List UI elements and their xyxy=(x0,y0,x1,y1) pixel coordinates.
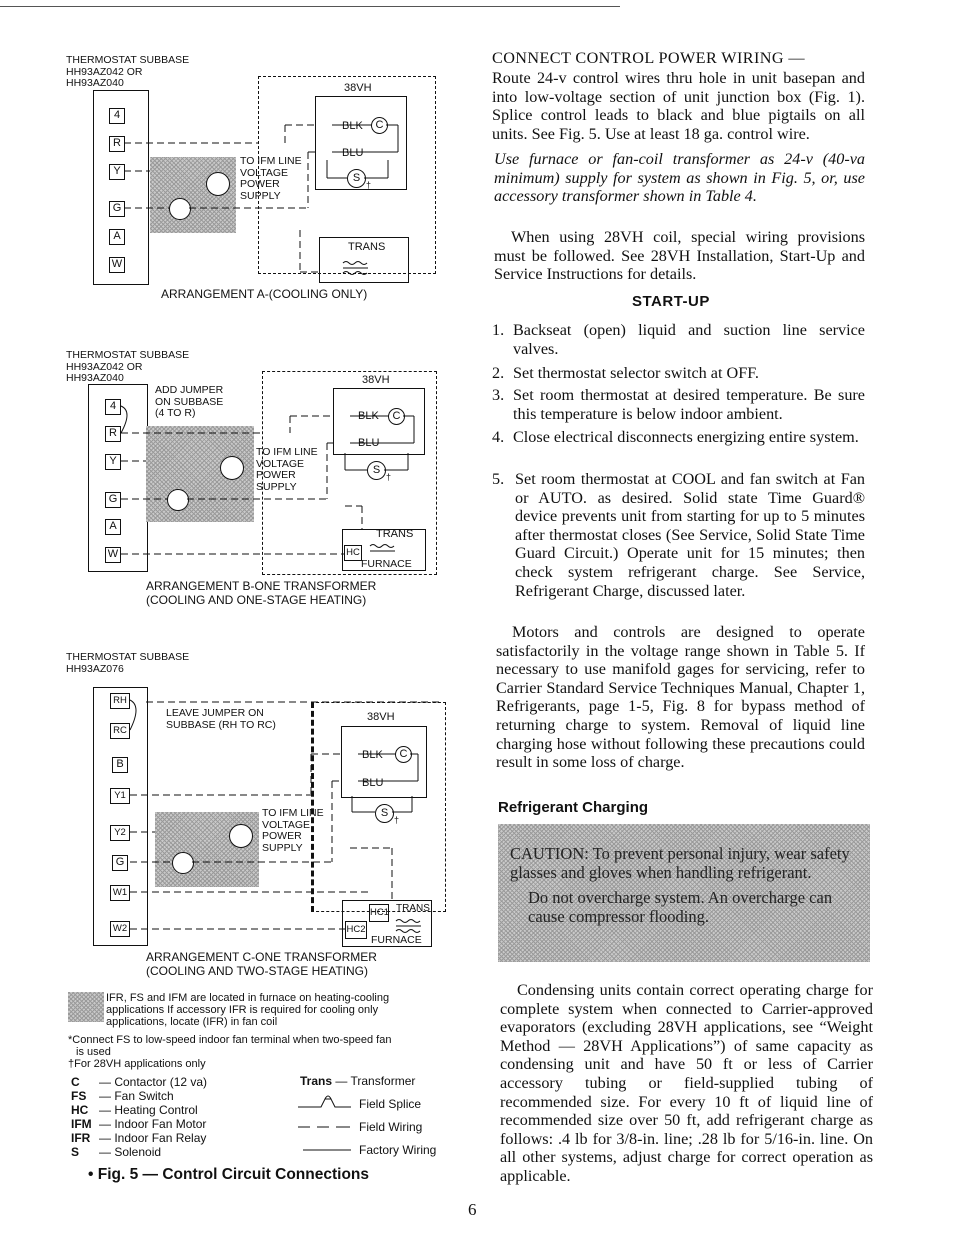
subbase-label: THERMOSTAT SUBBASE HH93AZ042 OR HH93AZ040 xyxy=(66,349,190,384)
step-number: 4. xyxy=(492,428,505,446)
blk-lead-label: BLK xyxy=(362,749,383,761)
terminal-g: G xyxy=(105,492,121,508)
step-number: 2. xyxy=(492,364,505,382)
dagger-mark: † xyxy=(386,472,392,482)
legend-abbr: HC xyxy=(71,1103,89,1117)
step-number: 3. xyxy=(492,386,505,404)
motors-controls-paragraph: Motors and controls are designed to operate satisfactorily in the voltage range shown in Table 5. If necessary to use manifold gages for servicing, refer to Carrier Standard Service Techniques Manual, Chapter 1, Refrigerants, page 1-5, Fig. 8 for bypass method of returning charge to system. Removal of liquid line charging hose without following these precautions could result in some loss of charge. xyxy=(496,623,865,772)
connect-body-paragraph: Route 24-v control wires thru hole in unit basepan and into low-voltage section of unit junction box (Fig. 1). Splice control leads to black and blue pigtails on all units. See Fig. 5. Use at least 18 ga. control wire. xyxy=(492,69,865,143)
legend-abbr: IFM xyxy=(71,1117,92,1131)
terminal-w1: W1 xyxy=(110,885,130,901)
blk-lead-label: BLK xyxy=(358,410,379,422)
dagger-mark: † xyxy=(366,180,372,190)
blk-lead-label: BLK xyxy=(342,120,363,132)
blu-lead-label: BLU xyxy=(362,777,384,789)
legend-desc: Field Splice xyxy=(359,1097,422,1111)
28vh-coil-paragraph: When using 28VH coil, special wiring provisions must be followed. See 28VH Installation, Start-Up and Service Instructions for details. xyxy=(494,228,865,284)
caution-box xyxy=(498,824,870,962)
heating-control-2-box: HC2 xyxy=(345,921,367,939)
unit-label: 38VH xyxy=(344,82,372,94)
legend-desc: — Solenoid xyxy=(99,1145,162,1159)
dagger-mark: † xyxy=(394,815,400,825)
transformer-label: TRANS xyxy=(376,528,414,540)
connect-control-power-heading: CONNECT CONTROL POWER WIRING — xyxy=(492,49,805,67)
ifm-power-note: TO IFM LINE VOLTAGE POWER SUPPLY xyxy=(262,807,324,854)
transformer-note-italic: Use furnace or fan-coil transformer as 24-v (40-va minimum) supply for system as shown in Fig. 5, or, use accessory transformer shown in Table 4. xyxy=(494,150,865,206)
legend-abbr: FS xyxy=(71,1089,87,1103)
hatch-legend-swatch xyxy=(68,992,104,1022)
arrangement-a-caption: ARRANGEMENT A-(COOLING ONLY) xyxy=(161,287,368,301)
contactor-icon: C xyxy=(395,746,412,763)
subbase-label: THERMOSTAT SUBBASE HH93AZ042 OR HH93AZ040 xyxy=(66,54,190,89)
legend-abbr: Trans xyxy=(300,1074,333,1088)
terminal-a: A xyxy=(105,519,121,535)
terminal-4: 4 xyxy=(105,399,121,415)
step-text: Backseat (open) liquid and suction line service valves. xyxy=(513,321,865,358)
terminal-g: G xyxy=(109,201,125,217)
unit-label: 38VH xyxy=(367,711,395,723)
leave-jumper-note: LEAVE JUMPER ON SUBBASE (RH TO RC) xyxy=(166,707,276,731)
figure-title-text: Fig. 5 — Control Circuit Connections xyxy=(97,1166,369,1183)
heating-control-1-box: HC1 xyxy=(369,904,389,922)
terminal-y: Y xyxy=(105,454,121,470)
step-number: 5. xyxy=(492,470,505,488)
terminal-4: 4 xyxy=(109,108,125,124)
step-text: Set thermostat selector switch at OFF. xyxy=(513,364,759,382)
terminal-rc: RC xyxy=(110,723,130,739)
terminal-y: Y xyxy=(109,164,125,180)
ifm-power-note: TO IFM LINE VOLTAGE POWER SUPPLY xyxy=(256,446,318,493)
arrangement-b-caption: ARRANGEMENT B-ONE TRANSFORMER (COOLING AND ONE-STAGE HEATING) xyxy=(146,579,377,607)
furnace-label: FURNACE xyxy=(361,558,412,570)
terminal-y1: Y1 xyxy=(110,788,130,804)
legend-desc: — Transformer xyxy=(335,1074,416,1088)
contactor-icon: C xyxy=(371,117,388,134)
start-up-heading: START-UP xyxy=(632,293,710,310)
legend-desc: — Heating Control xyxy=(99,1103,198,1117)
terminal-r: R xyxy=(109,136,125,152)
solenoid-icon: S xyxy=(367,461,386,480)
legend-abbr: C xyxy=(71,1075,80,1089)
figure-title xyxy=(88,1166,369,1184)
add-jumper-note: ADD JUMPER ON SUBBASE (4 TO R) xyxy=(155,384,224,419)
terminal-w: W xyxy=(109,257,125,273)
transformer-label: TRANS xyxy=(396,903,430,914)
28vh-note: †For 28VH applications only xyxy=(68,1058,206,1070)
caution-text: CAUTION: To prevent personal injury, wear safety glasses and gloves when handling refrigerant. xyxy=(510,844,850,882)
unit-label: 38VH xyxy=(362,374,390,386)
refrigerant-charging-heading: Refrigerant Charging xyxy=(498,799,649,816)
legend-desc: Factory Wiring xyxy=(359,1143,437,1157)
step-number: 1. xyxy=(492,321,505,339)
terminal-r: R xyxy=(105,426,121,442)
blu-lead-label: BLU xyxy=(342,147,364,159)
contactor-icon: C xyxy=(388,408,405,425)
legend-abbr: IFR xyxy=(71,1131,91,1145)
page-number: 6 xyxy=(468,1200,477,1219)
legend-desc: Field Wiring xyxy=(359,1120,423,1134)
subbase-label: THERMOSTAT SUBBASE HH93AZ076 xyxy=(66,651,190,675)
heating-control-box: HC xyxy=(344,545,362,561)
terminal-b: B xyxy=(112,757,128,773)
condensing-units-paragraph: Condensing units contain correct operating charge for complete system when connected to Carrier-approved evaporators (excluding 28VH applications, see “Weight Method — 28VH Applications”) of same capacity as condensing unit and have 50 ft or less of Carrier accessory tubing or field-supplied tubing of recommended size. For every 10 ft of liquid line of recommended size over 50 ft, add refrigerant charge as follows: .4 lb for 3/8-in. line; .28 lb for 5/16-in. line. On all other systems, adjust charge for correct operation as applicable. xyxy=(500,981,873,1185)
legend-desc: — Fan Switch xyxy=(99,1089,174,1103)
terminal-y2: Y2 xyxy=(110,825,130,841)
legend-line-symbols xyxy=(295,1090,355,1160)
step-text: Set room thermostat at desired temperature. Be sure this temperature is below indoor ambient. xyxy=(513,386,865,423)
transformer-label: TRANS xyxy=(348,241,386,253)
overcharge-warning: Do not overcharge system. An overcharge can cause compressor flooding. xyxy=(528,888,833,926)
hatch-note: IFR, FS and IFM are located in furnace on heating-cooling applications If accessory IFR is required for cooling only applications, locate (IFR) in fan coil xyxy=(106,992,390,1028)
legend-desc: — Indoor Fan Motor xyxy=(99,1117,207,1131)
solenoid-icon: S xyxy=(375,804,394,823)
terminal-g: G xyxy=(112,855,128,871)
terminal-rh: RH xyxy=(110,693,130,709)
terminal-w: W xyxy=(105,547,121,563)
step-text: Close electrical disconnects energizing entire system. xyxy=(513,428,859,446)
terminal-a: A xyxy=(109,229,125,245)
blu-lead-label: BLU xyxy=(358,437,380,449)
arrangement-c-caption: ARRANGEMENT C-ONE TRANSFORMER (COOLING AND TWO-STAGE HEATING) xyxy=(146,950,377,978)
furnace-label: FURNACE xyxy=(371,934,422,946)
solenoid-icon: S xyxy=(347,169,366,188)
step-text: Set room thermostat at COOL and fan switch at Fan or AUTO. as desired. Solid state Time Guard® device prevents unit from starting for up to 5 minutes after thermostat closes (See Service, Solid State Time Guard Circuit.) Operate unit for 15 minutes; then check system refrigerant charge. See Service, Refrigerant Charge, discussed later. xyxy=(515,470,865,600)
terminal-w2: W2 xyxy=(110,921,130,937)
bullet-mark: • xyxy=(88,1166,94,1183)
ifm-power-note: TO IFM LINE VOLTAGE POWER SUPPLY xyxy=(240,155,302,202)
legend-desc: — Contactor (12 va) xyxy=(99,1075,208,1089)
fs-connection-note: *Connect FS to low-speed indoor fan terminal when two-speed fan is used xyxy=(68,1034,392,1058)
legend-desc: — Indoor Fan Relay xyxy=(99,1131,207,1145)
legend-abbr: S xyxy=(71,1145,80,1159)
